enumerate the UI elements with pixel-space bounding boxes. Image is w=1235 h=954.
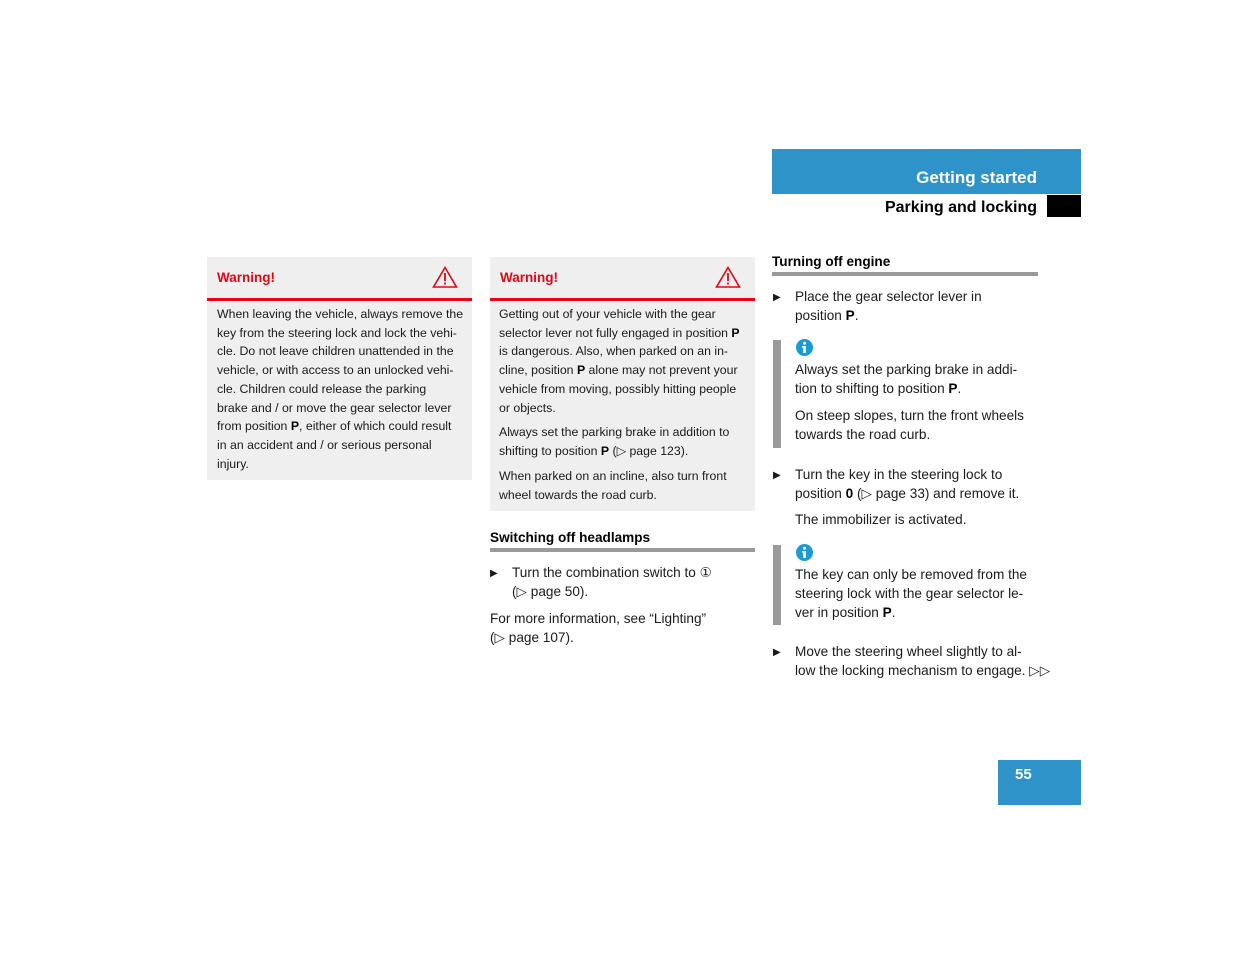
- text-segment: For more information, see “Lighting”: [490, 611, 707, 626]
- warning-box-2: [490, 257, 755, 511]
- text-segment: (▷ page 123).: [609, 443, 689, 458]
- text-segment: cle. Children could release the parking: [217, 381, 427, 396]
- text-segment: injury.: [217, 456, 249, 471]
- text-line: [512, 582, 712, 601]
- info-bar: [773, 545, 781, 625]
- bold-text: P: [600, 443, 610, 458]
- text-segment: tion to shifting to position: [795, 381, 949, 396]
- text-segment: Always set the parking brake in addition to: [499, 425, 730, 439]
- info-text: [795, 406, 1024, 444]
- text-line: [795, 465, 1019, 484]
- text-segment: .: [957, 381, 962, 396]
- text-segment: shifting to position: [499, 443, 601, 458]
- info-bar: [773, 340, 781, 448]
- text-segment: key from the steering lock and lock the vehi-: [217, 325, 457, 340]
- warning-divider: [490, 298, 755, 301]
- text-segment: from position: [217, 419, 291, 434]
- text-line: [795, 406, 1024, 425]
- text-line: [499, 324, 740, 343]
- text-segment: wheel towards the road curb.: [499, 487, 657, 502]
- text-line: [795, 565, 1027, 584]
- text-segment: Getting out of your vehicle with the gear: [499, 307, 716, 321]
- text-segment: selector lever not fully engaged in position: [499, 325, 732, 340]
- text-segment: (▷ page 107).: [490, 630, 574, 645]
- info-text: [795, 565, 1027, 622]
- warning-triangle-icon: [715, 266, 741, 288]
- heading-rule: [772, 272, 1038, 276]
- warning-paragraph: [499, 423, 729, 460]
- text-segment: The key can only be removed from the: [795, 567, 1027, 582]
- warning-triangle-icon: [432, 266, 458, 288]
- text-line: [217, 380, 463, 399]
- bullet-icon: ▶: [490, 568, 498, 579]
- text-segment: ver in position: [795, 605, 883, 620]
- text-segment: vehicle, or with access to an unlocked vehi-: [217, 363, 454, 378]
- text-line: [499, 423, 729, 442]
- text-line: [795, 510, 967, 529]
- text-line: [217, 305, 463, 324]
- text-line: [795, 287, 982, 306]
- bullet-icon: ▶: [773, 470, 781, 481]
- text-segment: cle. Do not leave children unattended in the: [217, 344, 454, 359]
- text-line: [217, 417, 463, 436]
- text-segment: .: [891, 605, 896, 620]
- text-segment: When leaving the vehicle, always remove the: [217, 307, 464, 321]
- text-line: [499, 305, 740, 324]
- text-line: [217, 361, 463, 380]
- bold-text: P: [290, 419, 300, 434]
- text-line: [795, 425, 1024, 444]
- bold-text: P: [948, 381, 958, 396]
- text-line: [795, 584, 1027, 603]
- text-segment: steering lock with the gear selector le-: [795, 586, 1024, 601]
- text-segment: position: [795, 308, 846, 323]
- text-line: [499, 467, 727, 486]
- text-segment: On steep slopes, turn the front wheels: [795, 408, 1024, 423]
- text-line: [499, 361, 740, 380]
- bullet-icon: ▶: [773, 292, 781, 303]
- text-segment: vehicle from moving, possibly hitting people: [499, 381, 737, 396]
- section-heading: Switching off headlamps: [490, 530, 651, 545]
- text-segment: (▷ page 50).: [512, 584, 589, 599]
- warning-title: Warning!: [500, 270, 558, 285]
- text-segment: brake and / or move the gear selector lever: [217, 400, 452, 415]
- text-segment: Turn the combination switch to ①: [512, 565, 712, 580]
- text-line: [795, 306, 982, 325]
- text-line: [499, 442, 729, 461]
- bullet-icon: ▶: [773, 647, 781, 658]
- bold-text: P: [731, 325, 740, 340]
- warning-text: [217, 305, 463, 473]
- text-line: [490, 609, 706, 628]
- step-text: [795, 642, 1050, 680]
- text-segment: position: [795, 486, 846, 501]
- warning-title: Warning!: [217, 270, 275, 285]
- bold-text: P: [576, 363, 586, 378]
- text-line: [499, 380, 740, 399]
- text-line: [217, 399, 463, 418]
- text-segment: , either of which could result: [299, 419, 452, 434]
- text-segment: .: [854, 308, 859, 323]
- info-icon: [796, 339, 813, 356]
- text-segment: is dangerous. Also, when parked on an in-: [499, 344, 729, 359]
- header-marker: [1047, 195, 1081, 217]
- result-text: [795, 510, 967, 529]
- warning-divider: [207, 298, 472, 301]
- text-segment: Place the gear selector lever in: [795, 289, 982, 304]
- text-line: [499, 399, 740, 418]
- bold-text: P: [845, 308, 855, 323]
- warning-paragraph: [499, 467, 727, 504]
- text-line: [499, 342, 740, 361]
- page-number-box: [998, 760, 1081, 805]
- bold-text: P: [882, 605, 892, 620]
- text-segment: (▷ page 33) and remove it.: [853, 486, 1020, 501]
- warning-box-1: [207, 257, 472, 480]
- text-segment: The immobilizer is activated.: [795, 512, 967, 527]
- text-line: [217, 324, 463, 343]
- text-line: [217, 436, 463, 455]
- text-line: [795, 642, 1050, 661]
- text-line: [795, 484, 1019, 503]
- text-segment: Always set the parking brake in addi-: [795, 362, 1018, 377]
- step-text: [795, 465, 1019, 503]
- text-segment: alone may not prevent your: [585, 363, 738, 378]
- text-line: [795, 360, 1017, 379]
- section-heading: Turning off engine: [772, 254, 891, 269]
- step-text: [795, 287, 982, 325]
- warning-paragraph: [499, 305, 740, 417]
- text-line: [499, 486, 727, 505]
- step-text: [512, 563, 712, 601]
- page-number: 55: [1015, 766, 1032, 783]
- note-text: [490, 609, 706, 647]
- text-line: [795, 661, 1050, 680]
- text-line: [490, 628, 706, 647]
- subsection-title: Parking and locking: [884, 199, 1037, 216]
- heading-rule: [490, 548, 755, 552]
- text-line: [217, 455, 463, 474]
- text-line: [795, 379, 1017, 398]
- bold-text: 0: [845, 486, 854, 501]
- text-line: [795, 603, 1027, 622]
- text-segment: cline, position: [499, 363, 577, 378]
- info-text: [795, 360, 1017, 398]
- text-segment: in an accident and / or serious personal: [217, 437, 432, 452]
- info-icon: [796, 544, 813, 561]
- text-segment: Move the steering wheel slightly to al-: [795, 644, 1022, 659]
- text-segment: low the locking mechanism to engage. ▷▷: [795, 663, 1051, 678]
- section-title: Getting started: [916, 168, 1037, 187]
- text-segment: towards the road curb.: [795, 427, 931, 442]
- text-line: [217, 342, 463, 361]
- text-segment: Turn the key in the steering lock to: [795, 467, 1003, 482]
- text-segment: When parked on an incline, also turn front: [499, 469, 727, 483]
- text-line: [512, 563, 712, 582]
- text-segment: or objects.: [499, 400, 556, 415]
